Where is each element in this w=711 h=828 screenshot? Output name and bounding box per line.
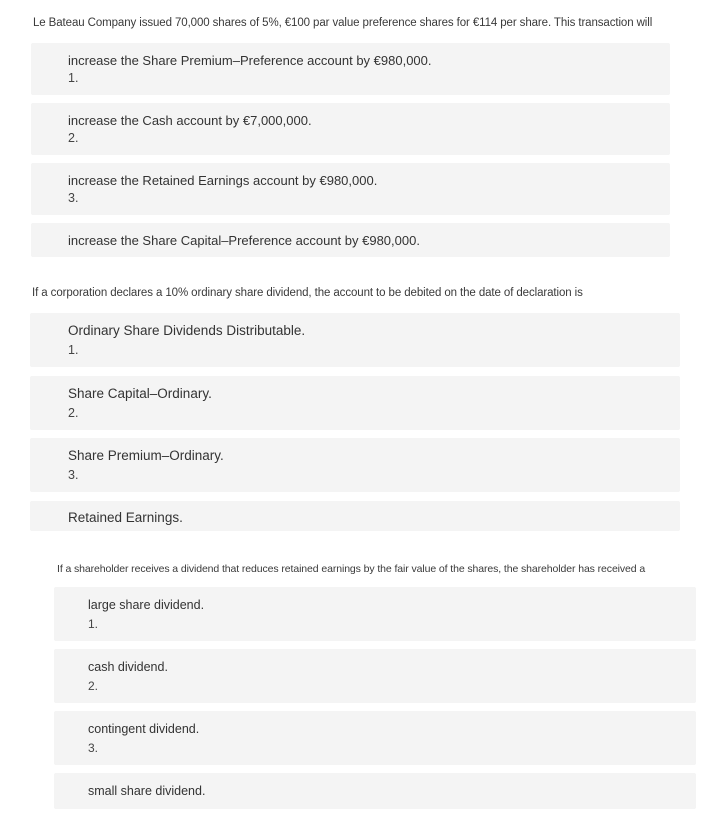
answer-option-1[interactable] xyxy=(30,313,680,367)
answer-option-1[interactable] xyxy=(54,587,696,641)
question-text: Le Bateau Company issued 70,000 shares of 5%, €100 par value preference shares for €114 per share. This transaction will xyxy=(33,17,653,29)
answer-option-text: small share dividend. xyxy=(88,784,206,798)
answer-option-number: 3. xyxy=(68,468,79,482)
answer-option-number: 2. xyxy=(88,679,99,693)
question-text: If a shareholder receives a dividend that reduces retained earnings by the fair value of the shares, the shareholder has received a xyxy=(57,563,646,575)
answer-option-3[interactable] xyxy=(31,163,670,215)
answer-option-text: large share dividend. xyxy=(88,598,205,612)
answer-option-4[interactable] xyxy=(30,501,680,531)
answer-option-3[interactable] xyxy=(30,438,680,492)
answer-option-text: increase the Retained Earnings account by €980,000. xyxy=(68,173,378,188)
answer-option-text: contingent dividend. xyxy=(88,722,200,736)
answer-option-4[interactable] xyxy=(31,223,670,257)
answer-option-1[interactable] xyxy=(31,43,670,95)
answer-option-text: increase the Cash account by €7,000,000. xyxy=(68,113,312,128)
answer-option-4[interactable] xyxy=(54,773,696,809)
answer-option-number: 3. xyxy=(88,741,99,755)
answer-option-2[interactable] xyxy=(31,103,670,155)
answer-option-number: 2. xyxy=(68,131,79,145)
answer-option-text: Share Premium–Ordinary. xyxy=(68,448,224,463)
answer-option-number: 1. xyxy=(68,343,79,357)
question-text: If a corporation declares a 10% ordinary share dividend, the account to be debited on the date of declaration is xyxy=(32,287,583,299)
answer-option-text: Share Capital–Ordinary. xyxy=(68,386,212,401)
answer-option-number: 1. xyxy=(68,71,79,85)
answer-option-number: 2. xyxy=(68,406,79,420)
answer-option-text: Ordinary Share Dividends Distributable. xyxy=(68,323,306,338)
answer-option-3[interactable] xyxy=(54,711,696,765)
answer-option-2[interactable] xyxy=(54,649,696,703)
answer-option-text: increase the Share Capital–Preference account by €980,000. xyxy=(68,233,420,248)
answer-option-number: 3. xyxy=(68,191,79,205)
answer-option-number: 1. xyxy=(88,617,99,631)
answer-option-text: cash dividend. xyxy=(88,660,168,674)
answer-option-text: increase the Share Premium–Preference account by €980,000. xyxy=(68,53,432,68)
answer-option-2[interactable] xyxy=(30,376,680,430)
answer-option-text: Retained Earnings. xyxy=(68,510,183,525)
